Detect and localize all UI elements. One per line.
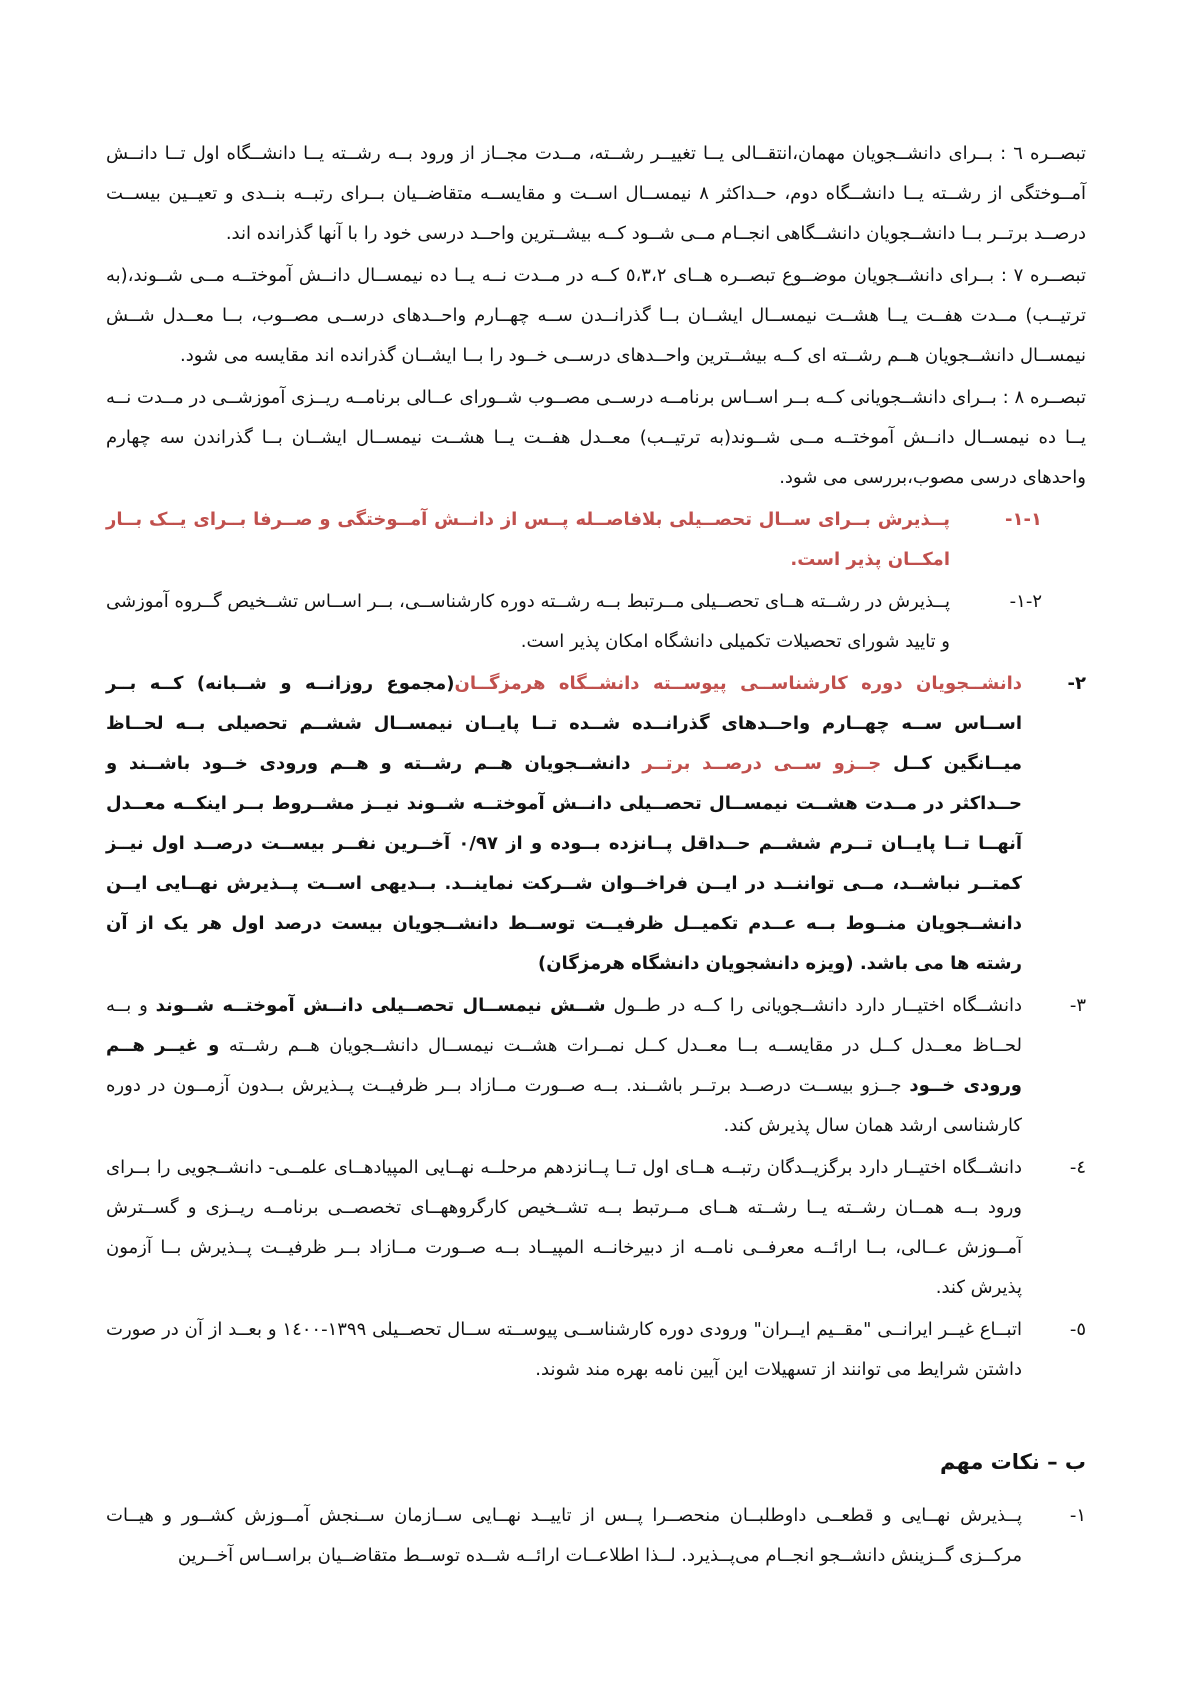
item-2-run-red-1: دانشــجویان دوره کارشناســی پیوســته دانشــگاه هرمزگــان	[454, 673, 1022, 694]
item-3-text	[106, 986, 1022, 1146]
list-item-2-1	[106, 582, 1086, 662]
list-item-4	[106, 1148, 1086, 1308]
section-b-item-1-text: پــذیرش نهــایی و قطعــی داوطلبــان منحصــرا پــس از تاییــد نهــایی ســازمان ســنجش آمــوزش کشــور و هیــات مرکــزی گــزینش دانشــجو انجــام می‌پــذیرد. لــذا اطلاعــات ارائــه شــده توســط متقاضــیان براســاس آخــرین	[106, 1505, 1022, 1566]
item-2-run-black-2: دانشــجویان هــم رشــته و هــم ورودی خــود باشــند و حــداکثر در مــدت هشــت نیمســال تحصــیلی دانــش آموختــه شــوند نیــز مشــروط بــر اینکــه معــدل آنهــا تــا پایــان تــرم ششــم حــداقل پــانزده بــوده و از ٠/٩٧ آخــرین نفــر بیســت درصــد اول نیــز کمتــر نباشــد، مــی تواننــد در ایــن فراخــوان شــرکت نماینــد. بــدیهی اســت پــذیرش نهــایی ایــن دانشــجویان منــوط بــه عــدم تکمیــل ظرفیــت توســط دانشــجویان بیست درصد اول هر یک از آن رشته ها می باشد. (ویزه دانشجویان دانشگاه هرمزگان)	[106, 753, 1022, 974]
list-item-2	[106, 664, 1086, 984]
item-2-text	[106, 664, 1022, 984]
item-3-run-4: و غیــر هــم ورودی خــود	[106, 1035, 1022, 1096]
item-2-run-red-2: جــزو ســی درصــد برتــر	[630, 753, 882, 774]
note-7-paragraph: تبصــره ٧ : بــرای دانشــجویان موضــوع تبصــره هــای ٥،٣،٢ کــه در مــدت نــه یــا ده نیمســال دانــش آموختــه مــی شــوند،(به ترتیــب) مــدت هفــت یــا هشــت نیمســال ایشــان بــا گذرانــدن ســه چهــارم واحــدهای درســی مصــوب، بــا معــدل شــش نیمســال دانشــجویان هــم رشــته ای کــه بیشــترین واحــدهای درســی خــود را بــا ایشــان گذرانده اند مقایسه می شود.	[106, 265, 1086, 366]
item-2-run-black-1: (مجموع روزانــه و شــبانه) کــه بــر اســاس ســه چهــارم واحــدهای گذرانــده شــده تــا پایــان نیمســال ششــم تحصیلی بــه لحــاظ میــانگین کــل	[106, 673, 1022, 774]
item-3-run-2: شــش نیمســال تحصــیلی دانــش آموختــه شــوند	[155, 995, 606, 1016]
list-item-3	[106, 986, 1086, 1146]
item-3-run-3: و بــه لحــاظ معــدل کــل در مقایســه بــا معــدل کــل نمــرات هشــت نیمســال دانشــجویان هــم رشــته	[106, 995, 1022, 1056]
item-2-1-text: پــذیرش در رشــته هــای تحصــیلی مــرتبط بــه رشــته دوره کارشناســی، بــر اســاس تشــخیص گــروه آموزشی و تایید شورای تحصیلات تکمیلی دانشگاه امکان پذیر است.	[106, 591, 950, 652]
item-5-text: اتبــاع غیــر ایرانــی "مقــیم ایــران" ورودی دوره کارشناســی پیوســته ســال تحصــیلی ١٣٩٩-١٤٠٠ و بعــد از آن در صورت داشتن شرایط می توانند از تسهیلات این آیین نامه بهره مند شوند.	[106, 1319, 1022, 1380]
item-4-number: ٤-	[1069, 1157, 1086, 1178]
item-1-1-number: ١-١-	[1005, 509, 1042, 530]
item-4-text: دانشــگاه اختیــار دارد برگزیــدگان رتبــه هــای اول تــا پــانزدهم مرحلــه نهــایی المپیادهــای علمــی- دانشــجویی را بــرای ورود بــه همــان رشــته یــا رشــته هــای مــرتبط بــه تشــخیص کارگروههــای تخصصــی برنامــه ریــزی و گســترش آمــوزش عــالی، بــا ارائــه معرفــی نامــه از دبیرخانــه المپیــاد بــه صــورت مــازاد بــر ظرفیــت پــذیرش بــا آزمون پذیرش کند.	[106, 1157, 1022, 1298]
section-b-item-1	[106, 1496, 1086, 1576]
item-3-number: ٣-	[1069, 995, 1086, 1016]
item-3-run-1: دانشــگاه اختیــار دارد دانشــجویانی را کــه در طــول	[605, 995, 1022, 1016]
item-1-1-text: پــذیرش بــرای ســال تحصــیلی بلافاصــله پــس از دانــش آمــوختگی و صــرفا بــرای یــک بــار امکــان پذیر است.	[106, 509, 950, 570]
section-b-item-1-number: ١-	[1069, 1505, 1086, 1526]
item-3-run-5: جــزو بیســت درصــد برتــر باشــند. بــه صــورت مــازاد بــر ظرفیــت پــذیرش بــدون آزمــون در دوره کارشناسی ارشد همان سال پذیرش کند.	[106, 1075, 1022, 1136]
item-2-number: ٢-	[1067, 673, 1086, 694]
section-b-heading: ب – نکات مهم	[940, 1450, 1086, 1474]
note-6-paragraph: تبصــره ٦ : بــرای دانشــجویان مهمان،انتقــالی یــا تغییــر رشــته، مــدت مجــاز از ورود بــه رشــته یــا دانشــگاه اول تــا دانــش آمــوختگی از رشــته یــا دانشــگاه دوم، حــداکثر ٨ نیمســال اســت و مقایســه متقاضــیان بــرای رتبــه بنــدی و تعیــین بیســت درصــد برتــر بــا دانشــجویان دانشــگاهی انجــام مــی شــود کــه بیشــترین واحــد درسی خود را با آنها گذرانده اند.	[106, 143, 1087, 244]
item-2-1-number: ٢-١-	[1009, 591, 1042, 612]
list-item-1-1	[106, 500, 1086, 580]
list-item-5	[106, 1310, 1086, 1390]
item-5-number: ٥-	[1069, 1319, 1086, 1340]
note-8-paragraph: تبصــره ٨ : بــرای دانشــجویانی کــه بــر اســاس برنامــه درســی مصــوب شــورای عــالی برنامــه ریــزی آموزشــی در مــدت نــه یــا ده نیمســال دانــش آموختــه مــی شــوند(به ترتیــب) معــدل هفــت یــا هشــت نیمســال ایشــان بــا گذراندن سه چهارم واحدهای درسی مصوب،بررسی می شود.	[106, 387, 1086, 488]
